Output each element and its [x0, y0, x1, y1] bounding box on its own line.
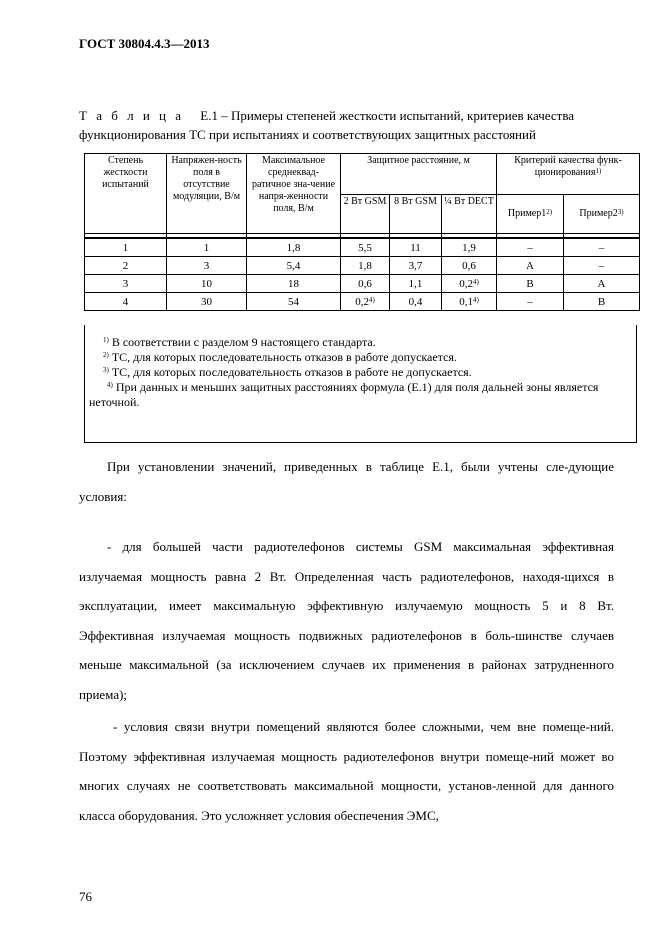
severity-table: [84, 153, 640, 311]
col-dect-header: ¼ Вт DECT: [442, 195, 497, 234]
page-number: 76: [79, 889, 92, 904]
table-row: 3 10 18 0,6 1,1 0,2$^{4)}$ B A: [85, 275, 640, 293]
col-max-rms-header: Максимальное среднеквад-ратичное зна-чение напря-женности поля, В/м: [247, 154, 341, 234]
note-2: $^{2)}$ ТС, для которых последовательность отказов в работе допускается.: [103, 350, 457, 364]
table-notes: [84, 325, 637, 443]
col-gsm-8w-header: 8 Вт GSM: [390, 195, 442, 234]
col-example2-header: Пример2$^{3)}$: [564, 195, 640, 234]
table-row: 1 1 1,8 5,5 11 1,9 – –: [85, 238, 640, 257]
paragraph-indoor: - условия связи внутри помещений являются более сложными, чем вне помеще-ний. Поэтому эффективная излучаемая мощность радиотелефонов внутри помеще-ний может во многих случаях не соответствовать максимальной мощности, установ-ленной для данного класса оборудования. Это усложняет условия обеспечения ЭМС,: [79, 719, 614, 823]
note-3: $^{3)}$ ТС, для которых последовательность отказов в работе не допускается.: [103, 365, 472, 379]
col-severity-header: Степень жесткости испытаний: [85, 154, 167, 234]
col-example1-header: Пример1$^{2)}$: [497, 195, 564, 234]
caption-label: Т а б л и ц а: [79, 108, 184, 123]
note-4: $^{4)}$ При данных и меньших защитных расстояниях формула (Е.1) для поля дальней зоны является неточной.: [89, 380, 599, 409]
paragraph-gsm: - для большей части радиотелефонов системы GSM максимальная эффективная излучаемая мощность равна 2 Вт. Определенная часть радиотелефонов, находя-щихся в эксплуатации, имеет максимальную эффективную излучаемую мощность 5 и 8 Вт. Эффективная излучаемая мощность подвижных радиотелефонов в боль-шинстве случаев меньше максимальной (за исключением случаев их применения в районах затрудненного приема);: [79, 539, 614, 702]
note-1: $^{1)}$ В соответствии с разделом 9 настоящего стандарта.: [103, 335, 376, 349]
caption-text-line2: функционирования ТС при испытаниях и соответствующих защитных расстояний: [79, 127, 536, 142]
table-caption: [79, 106, 619, 144]
col-gsm-2w-header: 2 Вт GSM: [341, 195, 390, 234]
caption-text-line1: Е.1 – Примеры степеней жесткости испытаний, критериев качества: [200, 108, 575, 123]
col-protection-distance-header: Защитное расстояние, м: [341, 154, 497, 195]
col-criteria-header: Критерий качества функ-ционирования$^{1)}$: [497, 154, 640, 195]
document-header: ГОСТ 30804.4.3—2013: [79, 36, 210, 51]
paragraph-intro: При установлении значений, приведенных в таблице Е.1, были учтены сле-дующие условия:: [79, 459, 614, 504]
col-field-strength-header: Напряжен-ность поля в отсутствие модуляции, В/м: [167, 154, 247, 234]
table-row: 4 30 54 0,2$^{4)}$ 0,4 0,1$^{4)}$ – B: [85, 293, 640, 311]
table-row: 2 3 5,4 1,8 3,7 0,6 A –: [85, 257, 640, 275]
